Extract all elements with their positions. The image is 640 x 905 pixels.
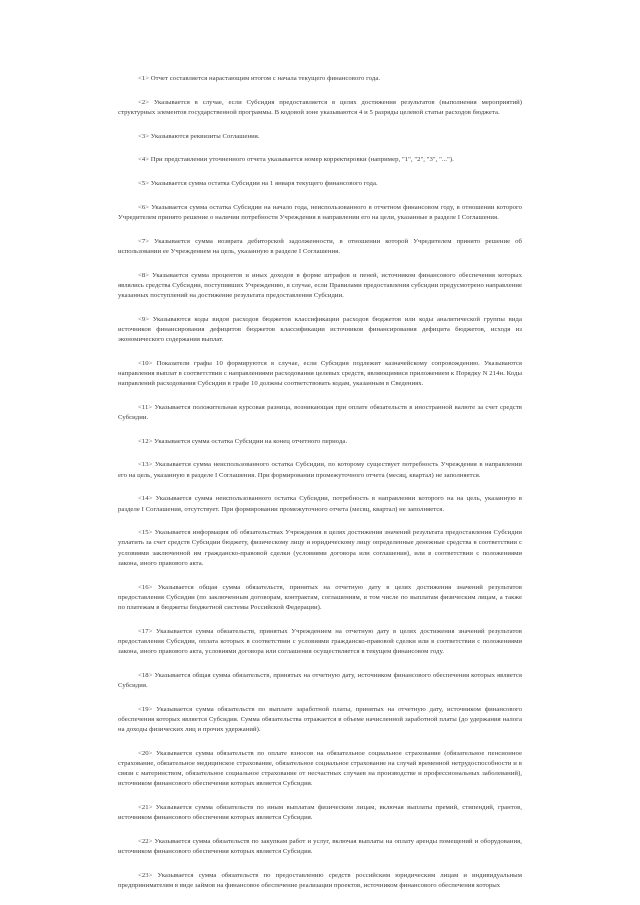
footnote-23: <23> Указывается сумма обязательств по предоставлению средств российским юридическим лицам и индивидуальным предпринимателям в виде займов на финансовое обеспечение реализации проектов, источником финансового обеспечения которых — [118, 871, 522, 890]
footnote-10: <10> Показатели графы 10 формируются в случае, если Субсидия подлежит казначейскому сопровождению. Указываются направления выплат в соответствии с направлениями расходования целевых средств, являющимися приложением к Порядку N 214н. Коды направлений расходования Субсидии в графе 10 должны соответствовать кодам, указанным в Сведениях. — [118, 359, 522, 388]
footnote-14: <14> Указывается сумма неиспользованного остатка Субсидии, потребность в направлении которого на на цель, указанную в разделе I Соглашения, отсутствует. При формировании промежуточного отчета (месяц, квартал) не заполняется. — [118, 495, 522, 513]
footnote-12: <12> Указывается сумма остатка Субсидии на конец отчетного периода. — [138, 437, 348, 445]
footnote-9: <9> Указываются коды видов расходов бюджетов классификации расходов бюджетов или коды аналитической группы вида источников финансирования дефицитов бюджетов классификации источников финансирования дефицита бюджетов, исходя из экономического содержания выплат. — [118, 315, 522, 344]
footnote-18: <18> Указывается общая сумма обязательств, принятых на отчетную дату, источником финансового обеспечения которых является Субсидия. — [118, 671, 522, 690]
footnote-5: <5> Указывается сумма остатка Субсидии на 1 января текущего финансового года. — [138, 180, 378, 188]
footnote-16: <16> Указывается общая сумма обязательств, принятых на отчетную дату в целях достижения значений результатов предоставления Субсидии (по заключенным договорам, контрактам, соглашениям, в том числе по выплатам физическим лицам, а также по платежам в бюджеты бюджетной системы Российской Федерации). — [118, 583, 522, 611]
footnote-6: <6> Указывается сумма остатка Субсидии на начало года, неиспользованного в отчетном финансовом году, в отношении которого Учредителем принято решение о наличии потребности Учреждения в направлении его на цели, указанные в разделе I Соглашения. — [118, 203, 522, 221]
footnote-22: <22> Указывается сумма обязательств по закупкам работ и услуг, включая выплаты на оплату аренды помещений и оборудования, источником финансового обеспечения которых является Субсидия. — [118, 838, 522, 856]
footnote-19: <19> Указывается сумма обязательств по выплате заработной платы, принятых на отчетную дату, источником финансового обеспечения которых является Субсидия. Сумма обязательства отражается в объеме начисленной заработной платы (до удержания налога на доходы физических лиц и прочих удержаний). — [118, 705, 522, 734]
footnote-1: <1> Отчет составляется нарастающим итогом с начала текущего финансового года. — [138, 75, 381, 82]
footnote-20: <20> Указывается сумма обязательств по оплате взносов на обязательное социальное страхование (обязательное пенсионное страхование, обязательное медицинское страхование, обязательное социальное страхование на случай временной нетрудоспособности и в связи с материнством, обязательное социальное страхование от несчастных случаев на производстве и профессиональных заболеваний), источником финансового обеспечения которых является Субсидия. — [118, 749, 522, 788]
footnote-4: <4> При представлении уточненного отчета указывается номер корректировки (например, "1", "2", "3", "..."). — [138, 156, 454, 164]
footnote-15: <15> Указывается информация об обязательствах Учреждения в целях достижения значений результата предоставления Субсидии уплатить за счет средств Субсидии бюджету, физическому лицу и юридическому лицу определенные денежные средства в соответствии с условиями заключенной им гражданско-правовой сделки (условиями договора или соглашения), или в соответствии с положениями закона, иного правового акта. — [118, 529, 522, 567]
footnote-13: <13> Указывается сумма неиспользованного остатка Субсидии, по которому существует потребность Учреждения в направлении его на цель, указанную в разделе I Соглашения. При формировании промежуточного отчета (месяц, квартал) не заполняется. — [118, 461, 522, 479]
footnote-7: <7> Указывается сумма возврата дебиторской задолженности, в отношении которой Учредителем принято решение об использовании ее Учреждением на цель, указанную в разделе I Соглашения. — [118, 237, 522, 255]
footnote-3: <3> Указываются реквизиты Соглашения. — [138, 132, 260, 140]
footnote-17: <17> Указывается сумма обязательств, принятых Учреждением на отчетную дату в целях достижения значений результатов предоставления Субсидии, оплата которых в соответствии с условиями гражданско-правовой сделки или в соответствии с положениями закона, иного правового акта, условиями договора или соглашения осуществляется в текущем финансовом году. — [118, 627, 522, 656]
footnote-11: <11> Указывается положительная курсовая разница, возникающая при оплате обязательств в иностранной валюте за счет средств Субсидии. — [118, 403, 522, 422]
footnote-2: <2> Указывается в случае, если Субсидия предоставляется в целях достижения результатов (выполнения мероприятий) структурных элементов государственной программы. В кодовой зоне указываются 4 и 5 разряды целевой статьи расходов бюджета. — [118, 98, 522, 116]
footnote-21: <21> Указывается сумма обязательств по иным выплатам физическим лицам, включая выплаты премий, стипендий, грантов, источником финансового обеспечения которых является Субсидия. — [118, 804, 522, 822]
footnote-8: <8> Указывается сумма процентов и иных доходов в форме штрафов и пеней, источником финансового обеспечения которых являлись средства Субсидии, поступивших Учреждению, в случае, если Правилами предоставления субсидии предусмотрено направление указанных поступлений на достижение результата предоставления Субсидии. — [118, 271, 522, 299]
